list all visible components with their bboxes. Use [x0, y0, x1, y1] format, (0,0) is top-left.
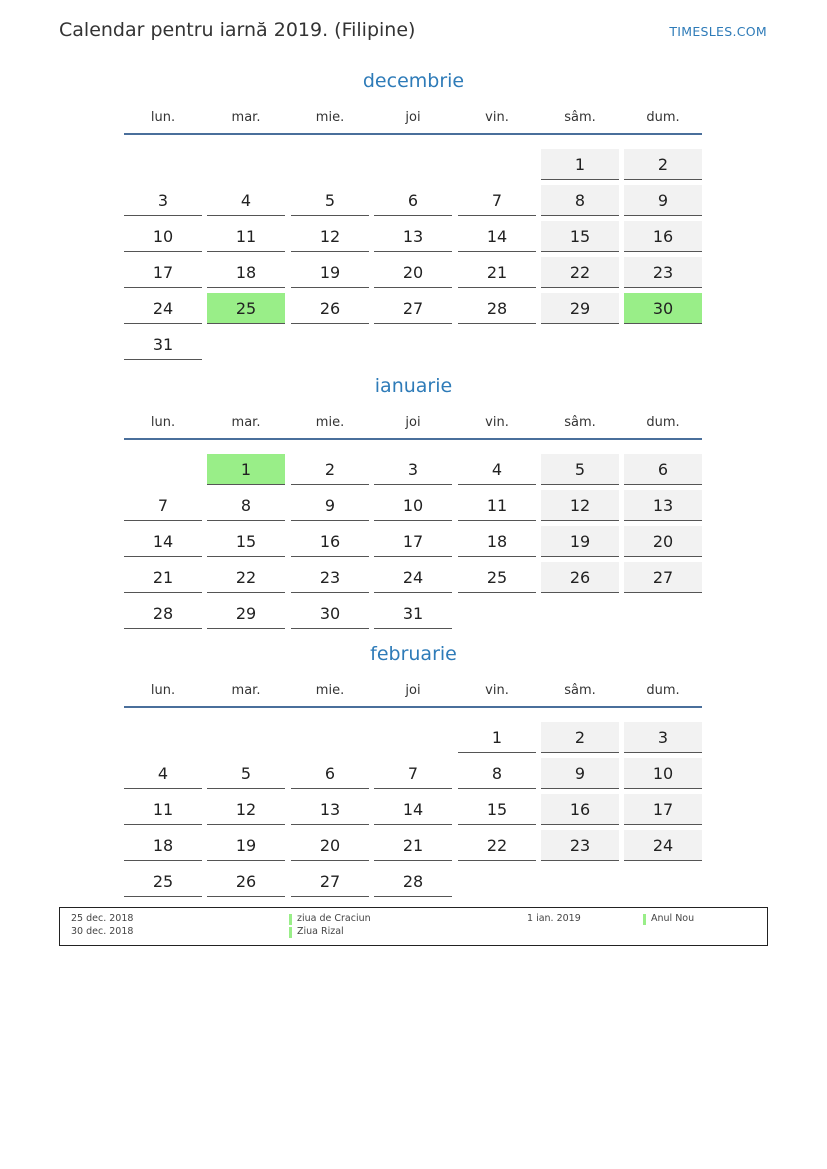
day-cell[interactable]: 3: [124, 185, 202, 216]
day-cell[interactable]: 10: [624, 758, 702, 789]
day-cell[interactable]: 16: [624, 221, 702, 252]
day-cell[interactable]: 12: [291, 221, 369, 252]
weekday-header: sâm.: [564, 110, 596, 125]
weekday-header: lun.: [150, 683, 176, 698]
day-cell[interactable]: 24: [124, 293, 202, 324]
day-cell[interactable]: 17: [374, 526, 452, 557]
day-cell[interactable]: 28: [374, 866, 452, 897]
weekday-header: sâm.: [564, 683, 596, 698]
legend-date: 1 ian. 2019: [527, 913, 581, 924]
weekday-header: dum.: [646, 683, 680, 698]
day-cell[interactable]: 10: [374, 490, 452, 521]
day-cell[interactable]: 13: [374, 221, 452, 252]
day-cell[interactable]: 19: [291, 257, 369, 288]
weekday-header: lun.: [150, 110, 176, 125]
legend-color-swatch: [289, 927, 292, 938]
day-cell[interactable]: 11: [207, 221, 285, 252]
weekday-header: mie.: [315, 683, 345, 698]
weekday-header: dum.: [646, 415, 680, 430]
day-cell[interactable]: 4: [124, 758, 202, 789]
weekday-header: vin.: [485, 683, 509, 698]
weekday-header: joi: [405, 110, 421, 125]
weekday-header: joi: [405, 415, 421, 430]
day-cell[interactable]: 31: [374, 598, 452, 629]
weekday-header: vin.: [485, 110, 509, 125]
day-cell[interactable]: 18: [458, 526, 536, 557]
day-cell[interactable]: 26: [541, 562, 619, 593]
day-cell[interactable]: 24: [374, 562, 452, 593]
day-cell[interactable]: 29: [541, 293, 619, 324]
day-cell[interactable]: 17: [124, 257, 202, 288]
day-cell[interactable]: 6: [374, 185, 452, 216]
day-cell[interactable]: 29: [207, 598, 285, 629]
day-cell[interactable]: 9: [541, 758, 619, 789]
day-cell[interactable]: 22: [541, 257, 619, 288]
weekday-header: mie.: [315, 110, 345, 125]
day-cell[interactable]: 14: [458, 221, 536, 252]
day-cell[interactable]: 20: [374, 257, 452, 288]
day-cell[interactable]: 1: [458, 722, 536, 753]
header-divider: [124, 438, 702, 440]
day-cell[interactable]: 5: [291, 185, 369, 216]
weekday-header: joi: [405, 683, 421, 698]
day-cell[interactable]: 26: [207, 866, 285, 897]
day-cell[interactable]: 6: [624, 454, 702, 485]
day-cell[interactable]: 9: [624, 185, 702, 216]
day-cell[interactable]: 7: [374, 758, 452, 789]
day-cell[interactable]: 9: [291, 490, 369, 521]
day-cell[interactable]: 12: [207, 794, 285, 825]
day-cell[interactable]: 22: [207, 562, 285, 593]
month-name: ianuarie: [374, 375, 453, 397]
day-cell[interactable]: 26: [291, 293, 369, 324]
weekday-header: dum.: [646, 110, 680, 125]
day-cell[interactable]: 8: [458, 758, 536, 789]
day-cell[interactable]: 19: [207, 830, 285, 861]
header-divider: [124, 706, 702, 708]
day-cell[interactable]: 15: [541, 221, 619, 252]
header-divider: [124, 133, 702, 135]
day-cell[interactable]: 28: [458, 293, 536, 324]
weekday-header: mar.: [231, 683, 261, 698]
day-cell[interactable]: 1: [541, 149, 619, 180]
day-cell[interactable]: 11: [124, 794, 202, 825]
page-title: Calendar pentru iarnă 2019. (Filipine): [59, 19, 416, 41]
day-cell[interactable]: 27: [374, 293, 452, 324]
day-cell[interactable]: 21: [374, 830, 452, 861]
legend-holiday-name: ziua de Craciun: [297, 913, 371, 924]
weekday-header: mie.: [315, 415, 345, 430]
holiday-day-cell[interactable]: 30: [624, 293, 702, 324]
day-cell[interactable]: 11: [458, 490, 536, 521]
day-cell[interactable]: 15: [207, 526, 285, 557]
day-cell[interactable]: 5: [207, 758, 285, 789]
month-name: decembrie: [362, 70, 465, 92]
day-cell[interactable]: 18: [124, 830, 202, 861]
day-cell[interactable]: 3: [624, 722, 702, 753]
day-cell[interactable]: 21: [458, 257, 536, 288]
day-cell[interactable]: 31: [124, 329, 202, 360]
day-cell[interactable]: 5: [541, 454, 619, 485]
day-cell[interactable]: 2: [624, 149, 702, 180]
day-cell[interactable]: 16: [291, 526, 369, 557]
holiday-legend: [59, 907, 768, 946]
weekday-header: mar.: [231, 110, 261, 125]
day-cell[interactable]: 30: [291, 598, 369, 629]
legend-color-swatch: [289, 914, 292, 925]
legend-holiday-name: Ziua Rizal: [297, 926, 344, 937]
day-cell[interactable]: 24: [624, 830, 702, 861]
day-cell[interactable]: 25: [458, 562, 536, 593]
legend-date: 30 dec. 2018: [71, 926, 134, 937]
day-cell[interactable]: 12: [541, 490, 619, 521]
day-cell[interactable]: 21: [124, 562, 202, 593]
day-cell[interactable]: 25: [124, 866, 202, 897]
day-cell[interactable]: 23: [624, 257, 702, 288]
day-cell[interactable]: 4: [458, 454, 536, 485]
day-cell[interactable]: 15: [458, 794, 536, 825]
weekday-header: mar.: [231, 415, 261, 430]
day-cell[interactable]: 6: [291, 758, 369, 789]
legend-date: 25 dec. 2018: [71, 913, 134, 924]
day-cell[interactable]: 13: [624, 490, 702, 521]
day-cell[interactable]: 3: [374, 454, 452, 485]
day-cell[interactable]: 14: [374, 794, 452, 825]
weekday-header: lun.: [150, 415, 176, 430]
day-cell[interactable]: 8: [541, 185, 619, 216]
day-cell[interactable]: 7: [124, 490, 202, 521]
day-cell[interactable]: 16: [541, 794, 619, 825]
day-cell[interactable]: 14: [124, 526, 202, 557]
day-cell[interactable]: 27: [291, 866, 369, 897]
day-cell[interactable]: 18: [207, 257, 285, 288]
day-cell[interactable]: 20: [624, 526, 702, 557]
month-name: februarie: [370, 643, 457, 665]
holiday-day-cell[interactable]: 1: [207, 454, 285, 485]
holiday-day-cell[interactable]: 25: [207, 293, 285, 324]
legend-holiday-name: Anul Nou: [651, 913, 695, 924]
day-cell[interactable]: 22: [458, 830, 536, 861]
brand-link[interactable]: TIMESLES.COM: [669, 24, 767, 39]
legend-color-swatch: [643, 914, 646, 925]
day-cell[interactable]: 2: [541, 722, 619, 753]
weekday-header: sâm.: [564, 415, 596, 430]
day-cell[interactable]: 2: [291, 454, 369, 485]
day-cell[interactable]: 27: [624, 562, 702, 593]
day-cell[interactable]: 10: [124, 221, 202, 252]
weekday-header: vin.: [485, 415, 509, 430]
day-cell[interactable]: 13: [291, 794, 369, 825]
day-cell[interactable]: 19: [541, 526, 619, 557]
day-cell[interactable]: 23: [541, 830, 619, 861]
day-cell[interactable]: 8: [207, 490, 285, 521]
day-cell[interactable]: 23: [291, 562, 369, 593]
day-cell[interactable]: 17: [624, 794, 702, 825]
day-cell[interactable]: 7: [458, 185, 536, 216]
day-cell[interactable]: 28: [124, 598, 202, 629]
day-cell[interactable]: 20: [291, 830, 369, 861]
day-cell[interactable]: 4: [207, 185, 285, 216]
